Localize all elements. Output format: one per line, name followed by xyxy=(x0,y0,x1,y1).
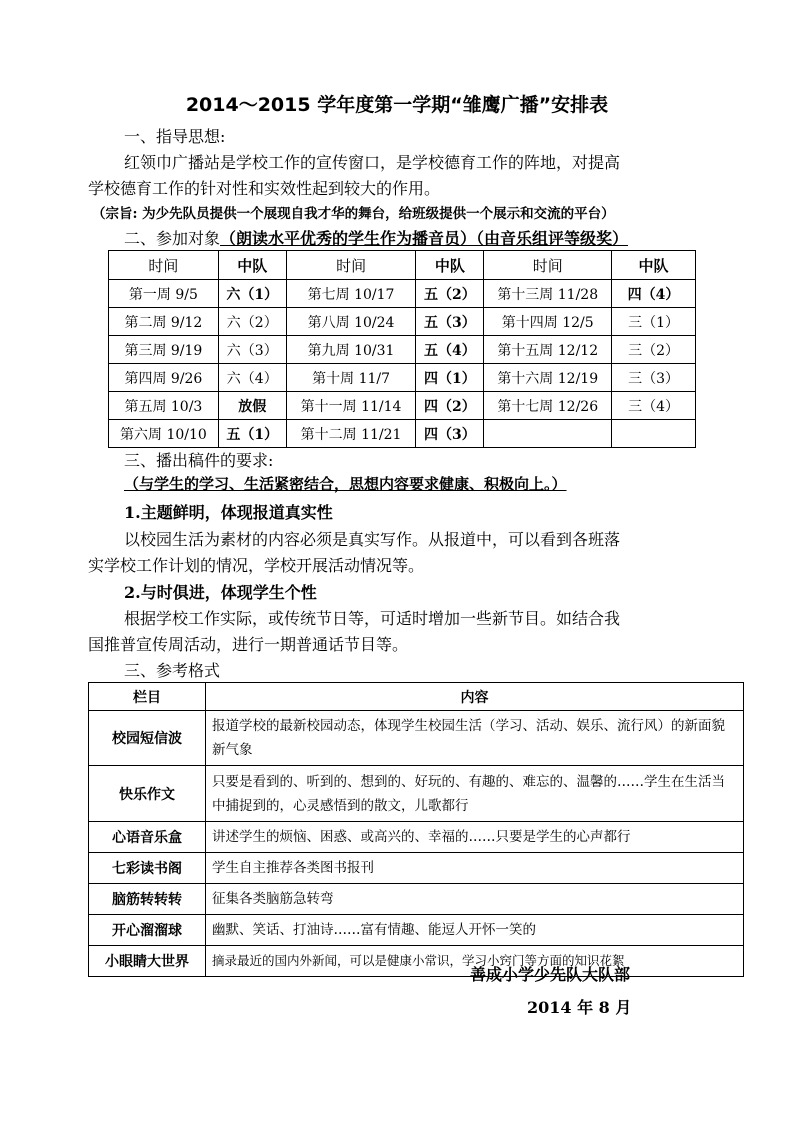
schedule-week: 第十五周 12/12 xyxy=(484,336,612,364)
schedule-squad: 四（3） xyxy=(416,420,484,448)
format-table xyxy=(88,682,744,977)
schedule-squad: 三（4） xyxy=(612,392,696,420)
section2-heading-wrap xyxy=(124,226,628,249)
schedule-row xyxy=(109,392,696,420)
format-row xyxy=(89,766,744,822)
schedule-header-time: 时间 xyxy=(286,251,416,280)
point1-text-line2: 实学校工作计划的情况，学校开展活动情况等。 xyxy=(88,556,425,575)
schedule-week: 第四周 9/26 xyxy=(109,364,219,392)
format-column-content: 学生自主推荐各类图书报刊 xyxy=(206,853,744,884)
purpose-statement: （宗旨: 为少先队员提供一个展现自我才华的舞台，给班级提供一个展示和交流的平台） xyxy=(92,206,615,222)
schedule-week: 第七周 10/17 xyxy=(286,280,416,308)
schedule-week: 第八周 10/24 xyxy=(286,308,416,336)
point2-title: 2.与时俱进，体现学生个性 xyxy=(124,583,317,602)
schedule-squad: 三（2） xyxy=(612,336,696,364)
section2-note: （朗读水平优秀的学生作为播音员）（由音乐组评等级奖） xyxy=(220,229,629,248)
format-column-content: 幽默、笑话、打油诗……富有情趣、能逗人开怀一笑的 xyxy=(206,915,744,946)
schedule-squad: 五（2） xyxy=(416,280,484,308)
signature-date: 2014 年 8 月 xyxy=(527,998,632,1017)
format-column-name: 脑筋转转转 xyxy=(89,884,206,915)
section1-text-line1: 红领巾广播站是学校工作的宣传窗口，是学校德育工作的阵地，对提高 xyxy=(124,153,621,172)
schedule-week: 第十六周 12/19 xyxy=(484,364,612,392)
schedule-row xyxy=(109,280,696,308)
format-row xyxy=(89,711,744,766)
point2-text-line2: 国推普宣传周活动，进行一期普通话节目等。 xyxy=(88,635,409,654)
schedule-header-squad: 中队 xyxy=(612,251,696,280)
section3-heading: 三、播出稿件的要求: xyxy=(124,451,274,470)
schedule-week: 第十一周 11/14 xyxy=(286,392,416,420)
signature-org: 善成小学少先队大队部 xyxy=(470,965,631,984)
section4-heading: 三、参考格式 xyxy=(124,661,221,680)
schedule-header-time: 时间 xyxy=(109,251,219,280)
point2-text-line1: 根据学校工作实际，或传统节日等，可适时增加一些新节目。如结合我 xyxy=(124,609,621,628)
schedule-week: 第二周 9/12 xyxy=(109,308,219,336)
format-header-column: 栏目 xyxy=(89,683,206,711)
schedule-header-squad: 中队 xyxy=(416,251,484,280)
format-column-name: 校园短信波 xyxy=(89,711,206,766)
schedule-week: 第一周 9/5 xyxy=(109,280,219,308)
schedule-squad: 三（1） xyxy=(612,308,696,336)
section2-heading: 二、参加对象 xyxy=(124,229,221,248)
format-row xyxy=(89,946,744,977)
schedule-week xyxy=(484,420,612,448)
schedule-header-time: 时间 xyxy=(484,251,612,280)
schedule-squad: 四（4） xyxy=(612,280,696,308)
section1-text-line2: 学校德育工作的针对性和实效性起到较大的作用。 xyxy=(88,179,441,198)
schedule-week: 第十二周 11/21 xyxy=(286,420,416,448)
schedule-week: 第五周 10/3 xyxy=(109,392,219,420)
schedule-week: 第十四周 12/5 xyxy=(484,308,612,336)
schedule-row xyxy=(109,364,696,392)
section1-heading: 一、指导思想: xyxy=(124,127,226,146)
schedule-week: 第九周 10/31 xyxy=(286,336,416,364)
format-header-row xyxy=(89,683,744,711)
schedule-header-row xyxy=(109,251,696,280)
format-column-content: 讲述学生的烦恼、困惑、或高兴的、幸福的……只要是学生的心声都行 xyxy=(206,822,744,853)
format-row xyxy=(89,822,744,853)
schedule-week: 第十周 11/7 xyxy=(286,364,416,392)
format-column-content: 摘录最近的国内外新闻，可以是健康小常识，学习小窍门等方面的知识花絮 xyxy=(206,946,744,977)
schedule-squad: 五（1） xyxy=(218,420,286,448)
schedule-squad: 六（4） xyxy=(218,364,286,392)
schedule-row xyxy=(109,308,696,336)
schedule-row xyxy=(109,420,696,448)
section3-requirement: （与学生的学习、生活紧密结合，思想内容要求健康、积极向上。） xyxy=(124,475,567,493)
format-column-content: 征集各类脑筋急转弯 xyxy=(206,884,744,915)
schedule-squad: 四（1） xyxy=(416,364,484,392)
schedule-table xyxy=(108,250,696,448)
schedule-squad: 六（1） xyxy=(218,280,286,308)
format-row xyxy=(89,915,744,946)
format-column-content: 报道学校的最新校园动态，体现学生校园生活（学习、活动、娱乐、流行风）的新面貌新气象 xyxy=(206,711,744,766)
point1-text-line1: 以校园生活为素材的内容必须是真实写作。从报道中，可以看到各班落 xyxy=(124,530,621,549)
format-column-content: 只要是看到的、听到的、想到的、好玩的、有趣的、难忘的、温馨的……学生在生活当中捕捉到的，心灵感悟到的散文，儿歌都行 xyxy=(206,766,744,822)
schedule-squad: 五（3） xyxy=(416,308,484,336)
schedule-squad xyxy=(612,420,696,448)
schedule-week: 第十七周 12/26 xyxy=(484,392,612,420)
point1-title: 1.主题鲜明，体现报道真实性 xyxy=(124,503,333,522)
format-column-name: 心语音乐盒 xyxy=(89,822,206,853)
schedule-squad: 放假 xyxy=(218,392,286,420)
schedule-squad: 五（4） xyxy=(416,336,484,364)
format-column-name: 七彩读书阁 xyxy=(89,853,206,884)
schedule-week: 第六周 10/10 xyxy=(109,420,219,448)
format-column-name: 快乐作文 xyxy=(89,766,206,822)
format-column-name: 开心溜溜球 xyxy=(89,915,206,946)
format-row xyxy=(89,884,744,915)
schedule-squad: 六（2） xyxy=(218,308,286,336)
page-title: 2014～2015 学年度第一学期“雏鹰广播”安排表 xyxy=(185,94,609,116)
schedule-week: 第三周 9/19 xyxy=(109,336,219,364)
format-row xyxy=(89,853,744,884)
schedule-squad: 三（3） xyxy=(612,364,696,392)
schedule-row xyxy=(109,336,696,364)
format-column-name: 小眼睛大世界 xyxy=(89,946,206,977)
schedule-squad: 四（2） xyxy=(416,392,484,420)
schedule-week: 第十三周 11/28 xyxy=(484,280,612,308)
schedule-squad: 六（3） xyxy=(218,336,286,364)
schedule-header-squad: 中队 xyxy=(218,251,286,280)
format-header-content: 内容 xyxy=(206,683,744,711)
